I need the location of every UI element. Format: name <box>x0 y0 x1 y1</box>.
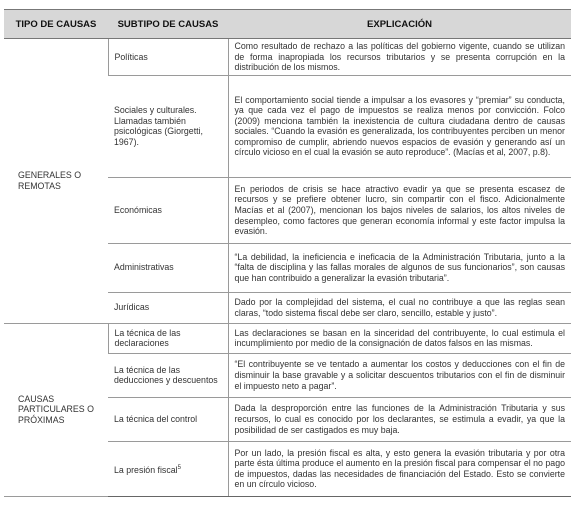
subtipo-cell <box>108 441 228 496</box>
causes-table <box>4 9 571 497</box>
explicacion-cell: En periodos de crisis se hace atractivo evadir ya que se presenta escasez de recursos y se prefiere obtener lucro, sin compartir con el fisco. Adicionalmente Macías et al (2007), mencionan los bajos niveles de salarios, los altos niveles de desempleo, como factores que generan economía informal y este factor impulsa la evasión. <box>228 177 571 243</box>
subtipo-cell: Políticas <box>108 39 228 76</box>
explicacion-cell: Dada la desproporción entre las funciones de la Administración Tributaria y sus recursos, lo cual es conocido por los declarantes, se estimula a evadir, ya que la posibilidad de ser castigados es muy baja. <box>228 397 571 441</box>
explicacion-cell: El comportamiento social tiende a impulsar a los evasores y “premiar” su conducta, ya que cada vez el pago de impuestos se realiza menos por convicción. Folco (2009) menciona también la inexistencia de cultura ciudadana dentro de causas sociales. “Cuando la evasión es generalizada, los contribuyentes perciben un menor compromiso de cumplir, abriendo nuevos espacios de evasión y generando así un círculo vicioso en el cual la evasión se auto reproduce”. (Macías et al, 2007, p.8). <box>228 75 571 177</box>
subtipo-cell: Administrativas <box>108 243 228 292</box>
subtipo-cell: Sociales y culturales. Llamadas también psicológicas (Giorgetti, 1967). <box>108 75 228 177</box>
explicacion-cell: Las declaraciones se basan en la sinceridad del contribuyente, lo cual estimula el incumplimiento por medio de la consignación de datos falsos en las mismas. <box>228 323 571 353</box>
explicacion-cell: “El contribuyente se ve tentado a aumentar los costos y deducciones con el fin de disminuir la base gravable y a solicitar descuentos tributarios con el fin de disminuir el impuesto neto a pagar”. <box>228 353 571 397</box>
group-label-generales: GENERALES O REMOTAS <box>4 39 108 324</box>
subtipo-cell: Jurídicas <box>108 292 228 323</box>
subtipo-cell: La técnica de las deducciones y descuentos <box>108 353 228 397</box>
table-row <box>4 323 571 353</box>
subtipo-cell: La técnica del control <box>108 397 228 441</box>
explicacion-cell: “La debilidad, la ineficiencia e ineficacia de la Administración Tributaria, junto a la “falta de disciplina y las fallas morales de algunos de sus funcionarios”, son causas que han contribuido a generalizar la evasión tributaria”. <box>228 243 571 292</box>
explicacion-cell: Dado por la complejidad del sistema, el cual no contribuye a que las reglas sean claras, “todo sistema fiscal debe ser claro, sencillo, estable y justo”. <box>228 292 571 323</box>
header-row <box>4 10 571 39</box>
header-subtipo: SUBTIPO DE CAUSAS <box>108 10 228 39</box>
subtipo-cell: Económicas <box>108 177 228 243</box>
subtipo-cell: La técnica de las declaraciones <box>108 323 228 353</box>
footnote-marker: 5 <box>177 464 181 471</box>
explicacion-cell: Como resultado de rechazo a las políticas del gobierno vigente, cuando se utilizan de forma inapropiada los recursos tributarios y se presenta corrupción en la distribución de los mismos. <box>228 39 571 76</box>
table-row <box>4 39 571 76</box>
explicacion-cell: Por un lado, la presión fiscal es alta, y esto genera la evasión tributaria y por otra parte ésta última produce el aumento en la presión fiscal para compensar el no pago de impuestos, dadas las necesidades de financiación del Estado. Esto se convierte en un círculo vicioso. <box>228 441 571 496</box>
group-label-particulares: CAUSAS PARTICULARES O PRÓXIMAS <box>4 323 108 496</box>
header-tipo: TIPO DE CAUSAS <box>4 10 108 39</box>
header-explicacion: EXPLICACIÓN <box>228 10 571 39</box>
subtipo-text: La presión fiscal <box>114 464 178 475</box>
